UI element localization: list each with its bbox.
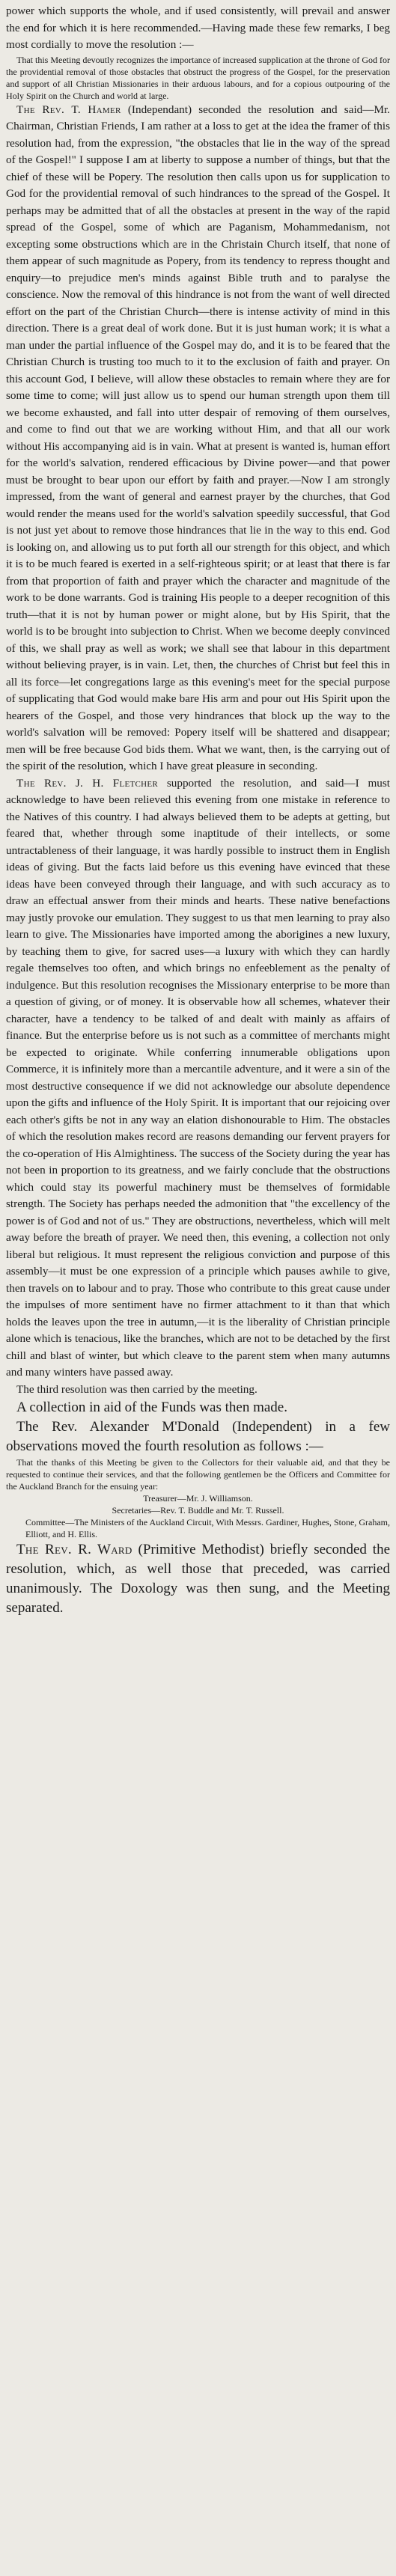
committee-line: Committee—The Ministers of the Auckland Circuit, With Messrs. Gardiner, Hughes, Stone, Graham, Elliott, and H. Ellis. [25,1517,390,1539]
ward-speaker-name: The Rev. R. Ward [16,1542,132,1557]
ward-speech-text: (Primitive Methodist) briefly seconded the resolution, which, as well those that preceded, was carried unanimously. The Doxology was then sung, and the Meeting separated. [6,1542,391,1616]
hamer-speech [6,102,390,775]
secretaries-line: Secretaries—Rev. T. Buddle and Mr. T. Russell. [112,1505,284,1516]
hamer-speaker-name: The Rev. T. Hamer [16,103,121,116]
ward-speech [6,1540,390,1618]
treasurer-line: Treasurer—Mr. J. Williamson. [143,1493,253,1504]
hamer-speech-text: (Independant) seconded the resolution and said—Mr. Chairman, Christian Friends, I am rather at a loss to get at the idea the framer of this resolution had, from the expression, "the obstacles that lie in the way of the spread of the Gospel!" I suppose I am at liberty to suppose a number of things, but that the chief of these will be Popery. The resolution then calls upon us for supplication to God for the providential removal of such hindrances to the spread of the Gospel. It perhaps may be admitted that of all the obstacles at present in the way of the rapid spread of the Gospel, some of which are Paganism, Mohammedanism, not excepting some obstructions which are in the Christain Church itself, that none of them appear of such magnitude as Popery, from its tendency to repress thought and enquiry—to prejudice men's minds against Bible truth and to paralyse the conscience. Now the removal of this hindrance is not from the want of well directed effort on the part of the Christian Church—there is intense activity of mind in this direction. There is a great deal of work done. But it is just human work; it is what a man under the partial influence of the Gospel may do, and it is to be feared that the Christian Church is trusting too much to it to the exclusion of faith and prayer. On this account God, I believe, will allow these obstacles to remain where they are for some time to come; will just allow us to spend our human strength upon them till we become exhausted, and fall into utter despair of removing of them ourselves, and come to find out that we are working without Him, and that all our work without His accompanying aid is in vain. What at present is wanted is, human effort for the world's salvation, rendered efficacious by Divine power—and that power must be brought to bear upon our effort by faith and prayer.—Now I am strongly impressed, from the want of general and earnest prayer by the churches, that God would render the means used for the world's salvation speedily successful, that God is not just yet about to remove those hindrances that lie in the way to this end. God is looking on, and allowing us to put forth all our strength for this object, and which it is to be much feared is exerted in a self-righteous spirit; or at least that there is far from that proportion of faith and prayer which the character and magnitude of the work to be done warrants. God is training His people to a deeper recognition of this truth—that it is not by human power or might alone, but by His Spirit, that the world is to be brought into subjection to Christ. When we become deeply convinced of this, we shall pray as well as work; we shall see that labour in this department without believing prayer, is in vain. Let, then, the churches of Christ but feel this in all its force—let congregations large as this evening's meet for the special purpose of supplicating that God would make bare His arm and pour out His Spirit upon the hearers of the Gospel, and those very hindrances that block up the way to the world's salvation will be removed: Popery itself will be shattered and disappear; men will be free because God bids them. What we want, then, is the carrying out of the spirit of the resolution, which I have great pleasure in seconding. [6,103,390,772]
fletcher-speaker-name: The Rev. J. H. Fletcher [16,776,159,790]
intro-paragraph: power which supports the whole, and if used consistently, will prevail and answer the end for which it is here recommended.—Having made these few remarks, I beg most cordially to move the resolution :— [6,4,390,51]
collection-notice: A collection in aid of the Funds was then made. [16,1400,287,1415]
third-resolution-text: That this Meeting devoutly recognizes the importance of increased supplication at the throne of God for the providential removal of those obstacles that obstruct the progress of the Gospel, for the preservation and support of all Christian Missionaries in their arduous labours, and for a copious outpouring of the Holy Spirit on the Church and world at large. [6,54,390,101]
fourth-resolution-text: That the thanks of this Meeting be given to the Collectors for their valuable aid, and that they be requested to continue their services, and that the following gentlemen be the Officers and Committee for the Auckland Branch for the ensuing year: [6,1457,390,1492]
fletcher-speech [6,775,390,1382]
third-resolution-carried: The third resolution was then carried by the meeting. [16,1382,258,1396]
mcdonald-motion: The Rev. Alexander M'Donald (Independent) in a few observations moved the fourth resolution as follows :— [6,1419,390,1454]
fletcher-speech-text: supported the resolution, and said—I must acknowledge to have been relieved this evening from one mistake in reference to the Natives of this country. I had always believed them to be adepts at getting, but feared that, whether through some inaptitude of their intellects, or some untractableness of their language, it was hardly possible to instruct them in English ideas of giving. But the facts laid before us this evening have evinced that these ideas have been conveyed through their language, and with such accuracy as to draw an effectual answer from their minds and hearts. These native benefactions may justly provoke our emulation. They suggest to us that men learning to pray also learn to give. The Missionaries have imported among the aborigines a new luxury, by teaching them to give, for sacred uses—a luxury with which they can hardly regale themselves too often, and which brings no enfeeblement as the penalty of indulgence. But this resolution recognises the Missionary enterprise to be more than a question of giving, or of money. It is observable how all schemes, whatever their character, have a tendency to be talked of and dealt with mainly as affairs of finance. But the enterprise before us is not such as a committee of merchants might be expected to originate. While conferring innumerable obligations upon Commerce, it is infinitely more than a mercantile adventure, and it were a sin of the most destructive consequence if we did not acknowledge our absolute dependence upon the gifts and influence of the Holy Spirit. It is important that our rejoicing over each other's gifts be not in any way an elation dishonourable to Him. The obstacles of which the resolution makes record are reasons demanding our fervent prayers for the co-operation of His Almightiness. The success of the Society during the year has not been in proportion to its greatness, and we fairly conclude that the obstructions which could stay its powerful machinery must be themselves of formidable strength. The Society has perhaps needed the admonition that "the excellency of the power is of God and not of us." They are obstructions, nevertheless, which will melt away before the breath of prayer. We need then, this evening, a collection not only liberal but religious. It must represent the religious conviction and purpose of this assembly—it must be one expression of a principle which pauses awhile to give, then travels on to labour and to pray. Those who contribute to this great cause under the impulses of more sentiment have no firmer attachment to it than that which holds the leaves upon the tree in autumn,—it is the liberality of Christian principle alone which is tenacious, like the branches, which are not to be detached by the first chill and blast of winter, but which cleave to the parent stem when many autumns and many winters have passed away. [6,776,391,1379]
